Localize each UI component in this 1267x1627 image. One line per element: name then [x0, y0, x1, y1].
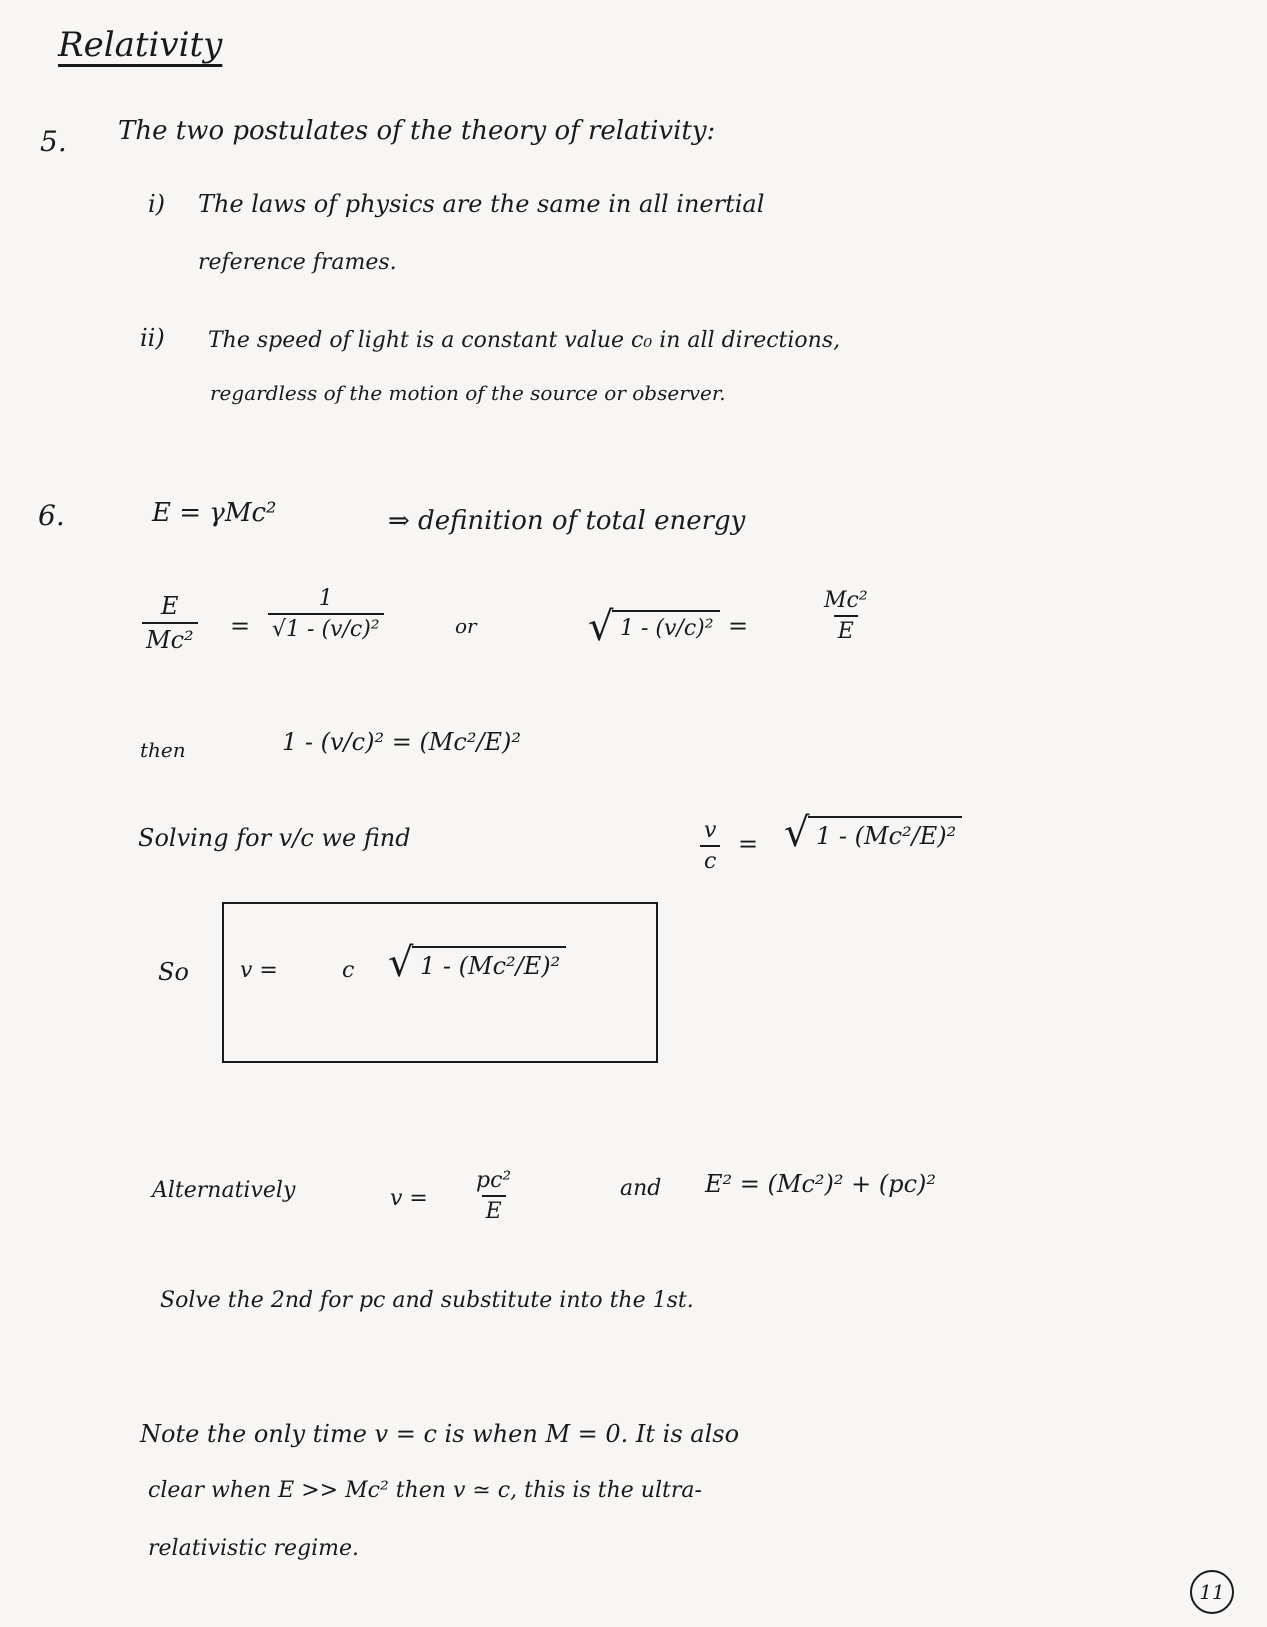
gamma-root: 1 - (v/c)² [286, 617, 380, 642]
velocity-ratio-fraction [700, 818, 720, 874]
q5-postulate-1-line-2: reference frames. [198, 250, 397, 275]
q5-postulate-1-marker: i) [148, 190, 166, 218]
energy-ratio-numerator: E [161, 592, 179, 620]
boxed-result [222, 902, 658, 1063]
inverse-ratio-numerator: Mc² [824, 588, 868, 613]
page-title: Relativity [58, 25, 223, 65]
alt-velocity-fraction [472, 1168, 515, 1224]
alt-velocity-numerator: pc² [476, 1168, 512, 1193]
equals-sign-3: = [738, 830, 759, 858]
q5-postulate-2-marker: ii) [140, 324, 165, 352]
page-number: 11 [1190, 1570, 1234, 1614]
boxed-speed-of-light: c [342, 958, 355, 983]
solving-text: Solving for v/c we find [138, 824, 411, 852]
alternatively-label: Alternatively [152, 1178, 296, 1203]
root-expression: √ 1 - (v/c)² [612, 610, 720, 641]
note-line-1: Note the only time v = c is when M = 0. It is also [140, 1420, 740, 1448]
energy-ratio-denominator: Mc² [142, 622, 198, 654]
gamma-fraction [268, 586, 384, 642]
solve-instruction: Solve the 2nd for pc and substitute into the 1st. [160, 1288, 694, 1313]
q5-postulate-2-line-2: regardless of the motion of the source or observer. [210, 381, 726, 405]
q5-number: 5. [40, 125, 67, 158]
equals-sign-2: = [728, 612, 749, 640]
energy-ratio-fraction [142, 592, 198, 654]
energy-equation: E = γMc² [152, 498, 277, 528]
alt-velocity-lhs: v = [390, 1186, 428, 1211]
velocity-ratio-numerator: v [704, 818, 717, 843]
then-equation: 1 - (v/c)² = (Mc²/E)² [282, 728, 522, 756]
note-line-3: relativistic regime. [148, 1536, 360, 1561]
gamma-numerator: 1 [318, 586, 333, 611]
energy-momentum-relation: E² = (Mc²)² + (pc)² [705, 1170, 937, 1198]
velocity-ratio-denominator: c [700, 845, 720, 874]
inverse-ratio-denominator: E [834, 615, 858, 644]
or-word: or [455, 614, 477, 638]
then-label: then [140, 738, 186, 762]
gamma-denominator: √1 - (v/c)² [268, 613, 384, 642]
note-line-2: clear when E >> Mc² then v ≃ c, this is the ultra- [148, 1478, 702, 1503]
inverse-ratio-fraction [820, 588, 872, 644]
energy-definition-note: ⇒ definition of total energy [388, 506, 746, 536]
and-word: and [620, 1176, 662, 1201]
q5-postulate-1-line-1: The laws of physics are the same in all inertial [198, 190, 765, 218]
so-label: So [158, 958, 189, 986]
solving-root: √ 1 - (Mc²/E)² [808, 816, 962, 850]
alt-velocity-denominator: E [482, 1195, 506, 1224]
boxed-root: √ 1 - (Mc²/E)² [412, 946, 566, 980]
boxed-velocity-lhs: v = [240, 958, 278, 983]
q5-heading: The two postulates of the theory of relativity: [118, 116, 716, 146]
equals-sign: = [230, 612, 251, 640]
q5-postulate-2-line-1: The speed of light is a constant value c₀ in all directions, [208, 328, 841, 353]
q6-number: 6. [38, 499, 65, 532]
